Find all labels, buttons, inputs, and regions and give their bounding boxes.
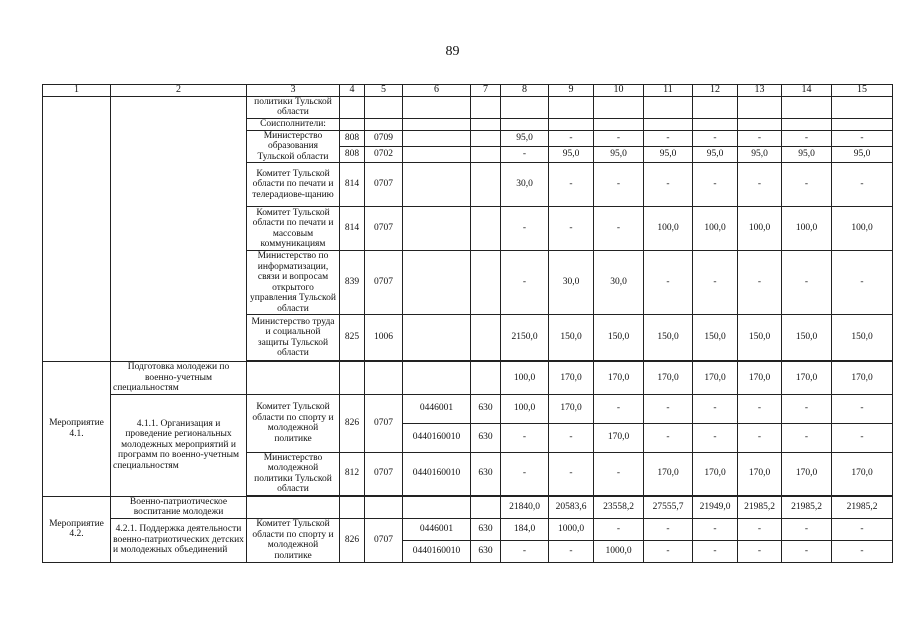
value-cell: - <box>738 518 782 540</box>
value-cell: - <box>644 518 693 540</box>
value-cell: - <box>782 130 832 146</box>
value-cell: - <box>782 423 832 452</box>
value-cell: - <box>549 130 594 146</box>
value-cell: - <box>501 452 549 495</box>
code-cell: 630 <box>471 540 501 562</box>
value-cell: 170,0 <box>693 452 738 495</box>
code-cell: 825 <box>340 315 365 361</box>
value-cell: 184,0 <box>501 518 549 540</box>
value-cell: - <box>738 251 782 315</box>
value-cell: - <box>782 251 832 315</box>
code-cell: 826 <box>340 518 365 562</box>
value-cell: 150,0 <box>738 315 782 361</box>
value-cell: 100,0 <box>832 207 893 251</box>
value-cell: 170,0 <box>832 362 893 395</box>
header-cell: 15 <box>832 85 893 97</box>
executor-cell: Комитет Тульской области по печати и телерадиове-щанию <box>247 163 340 207</box>
value-cell: - <box>501 207 549 251</box>
value-cell: 170,0 <box>549 362 594 395</box>
page-number: 89 <box>445 44 460 59</box>
value-cell: 150,0 <box>644 315 693 361</box>
header-cell: 1 <box>43 85 111 97</box>
value-cell: - <box>782 540 832 562</box>
code-cell: 826 <box>340 394 365 452</box>
code-cell: 814 <box>340 163 365 207</box>
value-cell: 150,0 <box>832 315 893 361</box>
executor-cell: Комитет Тульской области по спорту и молодежной политике <box>247 394 340 452</box>
value-cell: - <box>738 163 782 207</box>
code-cell: 808 <box>340 146 365 162</box>
executor-cell: Комитет Тульской области по печати и массовым коммуникациям <box>247 207 340 251</box>
value-cell: - <box>594 452 644 495</box>
value-cell: - <box>832 518 893 540</box>
value-cell: - <box>782 163 832 207</box>
code-cell: 0707 <box>365 207 403 251</box>
value-cell: - <box>832 423 893 452</box>
code-cell: 630 <box>471 452 501 495</box>
value-cell: 100,0 <box>693 207 738 251</box>
value-cell: - <box>501 540 549 562</box>
value-cell: 100,0 <box>501 394 549 423</box>
value-cell: - <box>594 130 644 146</box>
value-cell: - <box>644 394 693 423</box>
value-cell: - <box>549 423 594 452</box>
table-row <box>43 96 893 118</box>
value-cell: 30,0 <box>549 251 594 315</box>
value-cell: 30,0 <box>594 251 644 315</box>
value-cell: - <box>693 518 738 540</box>
submeasure-title: 4.1.1. Организация и проведение региональных молодежных мероприятий и программ по военно-учетным специальностям <box>111 394 247 496</box>
value-cell: 21985,2 <box>782 496 832 518</box>
value-cell: 95,0 <box>594 146 644 162</box>
executor-cell: Министерство по информатизации, связи и вопросам открытого управления Тульской области <box>247 251 340 315</box>
value-cell: 170,0 <box>782 362 832 395</box>
value-cell: 150,0 <box>782 315 832 361</box>
value-cell: - <box>693 394 738 423</box>
value-cell: 170,0 <box>738 362 782 395</box>
value-cell: - <box>738 130 782 146</box>
value-cell: - <box>832 163 893 207</box>
code-cell: 839 <box>340 251 365 315</box>
header-cell: 3 <box>247 85 340 97</box>
header-cell: 12 <box>693 85 738 97</box>
code-cell: 0707 <box>365 452 403 495</box>
value-cell: - <box>594 518 644 540</box>
header-cell: 4 <box>340 85 365 97</box>
code-cell: 0707 <box>365 518 403 562</box>
value-cell: - <box>832 394 893 423</box>
code-cell: 0440160010 <box>403 540 471 562</box>
cell-empty <box>111 96 247 362</box>
value-cell: - <box>738 540 782 562</box>
executor-cell: Министерство молодежной политики Тульской области <box>247 452 340 495</box>
value-cell: 95,0 <box>549 146 594 162</box>
executor-cell: Министерство труда и социальной защиты Тульской области <box>247 315 340 361</box>
value-cell: 170,0 <box>644 362 693 395</box>
table-row <box>43 394 893 423</box>
table-header-row <box>43 85 893 97</box>
header-cell: 10 <box>594 85 644 97</box>
submeasure-title: 4.2.1. Поддержка деятельности военно-патриотических детских и молодежных объединений <box>111 518 247 562</box>
value-cell: - <box>549 163 594 207</box>
measure-row <box>43 362 893 395</box>
header-cell: 14 <box>782 85 832 97</box>
value-cell: 150,0 <box>549 315 594 361</box>
value-cell: 170,0 <box>594 362 644 395</box>
value-cell: 21985,2 <box>738 496 782 518</box>
value-cell: - <box>832 130 893 146</box>
value-cell: 170,0 <box>738 452 782 495</box>
measure-label: Мероприятие 4.1. <box>43 362 111 497</box>
value-cell: 95,0 <box>738 146 782 162</box>
value-cell: 21949,0 <box>693 496 738 518</box>
value-cell: 21985,2 <box>832 496 893 518</box>
value-cell: - <box>501 146 549 162</box>
value-cell: - <box>501 423 549 452</box>
code-cell: 812 <box>340 452 365 495</box>
value-cell: - <box>501 251 549 315</box>
value-cell: - <box>832 251 893 315</box>
value-cell: - <box>832 540 893 562</box>
value-cell: - <box>693 251 738 315</box>
executor-cell: Соисполнители: <box>247 118 340 130</box>
value-cell: - <box>693 423 738 452</box>
value-cell: 100,0 <box>782 207 832 251</box>
measure-row <box>43 496 893 518</box>
value-cell: 1000,0 <box>594 540 644 562</box>
value-cell: - <box>644 540 693 562</box>
value-cell: - <box>549 540 594 562</box>
cell-empty <box>43 96 111 362</box>
value-cell: - <box>693 163 738 207</box>
executor-cell: Министерство образования Тульской области <box>247 130 340 163</box>
value-cell: - <box>738 394 782 423</box>
value-cell: 21840,0 <box>501 496 549 518</box>
value-cell: 95,0 <box>782 146 832 162</box>
code-cell: 630 <box>471 394 501 423</box>
code-cell: 0702 <box>365 146 403 162</box>
code-cell: 630 <box>471 423 501 452</box>
code-cell: 0446001 <box>403 394 471 423</box>
code-cell: 808 <box>340 130 365 146</box>
code-cell: 630 <box>471 518 501 540</box>
value-cell: - <box>594 394 644 423</box>
header-cell: 7 <box>471 85 501 97</box>
code-cell: 1006 <box>365 315 403 361</box>
value-cell: - <box>693 130 738 146</box>
code-cell: 0446001 <box>403 518 471 540</box>
code-cell: 0709 <box>365 130 403 146</box>
value-cell: - <box>549 207 594 251</box>
value-cell: - <box>594 207 644 251</box>
value-cell: - <box>644 423 693 452</box>
header-cell: 5 <box>365 85 403 97</box>
value-cell: 23558,2 <box>594 496 644 518</box>
value-cell: 170,0 <box>832 452 893 495</box>
value-cell: 170,0 <box>549 394 594 423</box>
value-cell: 95,0 <box>501 130 549 146</box>
value-cell: 27555,7 <box>644 496 693 518</box>
value-cell: - <box>782 394 832 423</box>
executor-cell: Комитет Тульской области по спорту и молодежной политике <box>247 518 340 562</box>
value-cell: 170,0 <box>782 452 832 495</box>
value-cell: - <box>644 130 693 146</box>
value-cell: 95,0 <box>693 146 738 162</box>
value-cell: 1000,0 <box>549 518 594 540</box>
value-cell: 150,0 <box>693 315 738 361</box>
value-cell: - <box>549 452 594 495</box>
value-cell: 100,0 <box>501 362 549 395</box>
value-cell: 95,0 <box>832 146 893 162</box>
value-cell: 95,0 <box>644 146 693 162</box>
value-cell: 30,0 <box>501 163 549 207</box>
header-cell: 2 <box>111 85 247 97</box>
value-cell: 170,0 <box>594 423 644 452</box>
header-cell: 13 <box>738 85 782 97</box>
header-cell: 8 <box>501 85 549 97</box>
value-cell: 170,0 <box>644 452 693 495</box>
value-cell: - <box>738 423 782 452</box>
code-cell: 814 <box>340 207 365 251</box>
measure-label: Мероприятие 4.2. <box>43 496 111 562</box>
value-cell: - <box>693 540 738 562</box>
value-cell: 150,0 <box>594 315 644 361</box>
value-cell: 2150,0 <box>501 315 549 361</box>
value-cell: 100,0 <box>738 207 782 251</box>
value-cell: 100,0 <box>644 207 693 251</box>
executor-cell: политики Тульской области <box>247 96 340 118</box>
code-cell: 0707 <box>365 163 403 207</box>
value-cell: - <box>644 163 693 207</box>
measure-title: Подготовка молодежи по военно-учетным специальностям <box>111 362 247 395</box>
value-cell: 20583,6 <box>549 496 594 518</box>
header-cell: 6 <box>403 85 471 97</box>
header-cell: 9 <box>549 85 594 97</box>
code-cell: 0707 <box>365 251 403 315</box>
code-cell: 0440160010 <box>403 423 471 452</box>
value-cell: - <box>782 518 832 540</box>
header-cell: 11 <box>644 85 693 97</box>
code-cell: 0440160010 <box>403 452 471 495</box>
code-cell: 0707 <box>365 394 403 452</box>
value-cell: - <box>644 251 693 315</box>
value-cell: - <box>594 163 644 207</box>
budget-table <box>42 84 893 563</box>
measure-title: Военно-патриотическое воспитание молодежи <box>111 496 247 518</box>
table-row <box>43 518 893 540</box>
value-cell: 170,0 <box>693 362 738 395</box>
